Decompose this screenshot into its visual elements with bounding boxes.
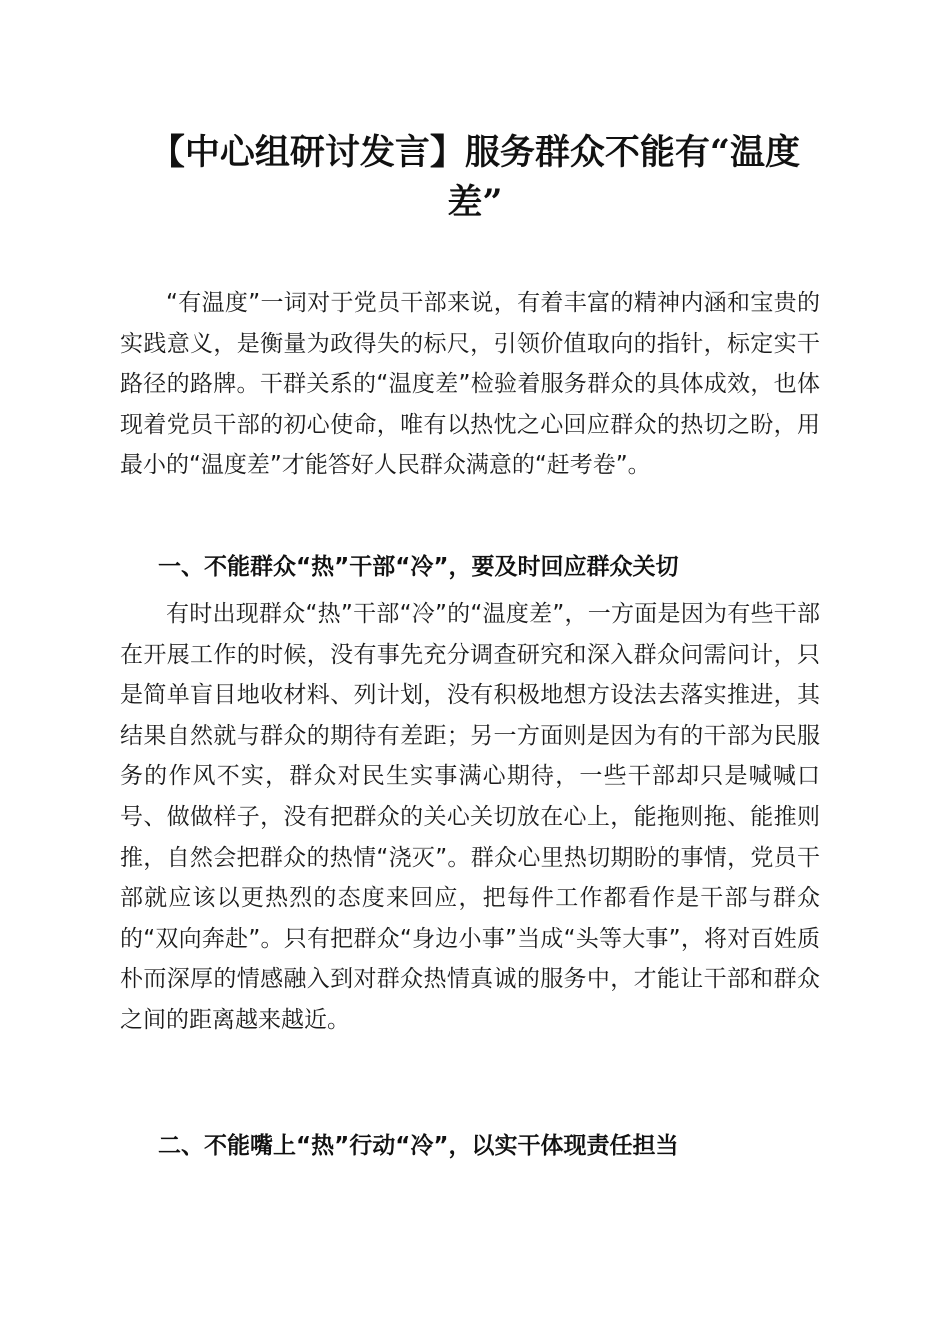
intro-paragraph: “有温度”一词对于党员干部来说，有着丰富的精神内涵和宝贵的实践意义，是衡量为政得失的标尺，引领价值取向的指针，标定实干路径的路牌。干群关系的“温度差”检验着服务群众的具体成效，也体现着党员干部的初心使命，唯有以热忱之心回应群众的热切之盼，用最小的“温度差”才能答好人民群众满意的“赶考卷”。 (120, 290, 820, 479)
document-title: 【中心组研讨发言】服务群众不能有“温度差” (149, 132, 801, 223)
section-1-paragraph: 有时出现群众“热”干部“冷”的“温度差”，一方面是因为有些干部在开展工作的时候，没有事先充分调查研究和深入群众问需问计，只是简单盲目地收材料、列计划，没有积极地想方设法去落实推进，其结果自然就与群众的期待有差距；另一方面则是因为有的干部为民服务的作风不实，群众对民生实事满心期待，一些干部却只是喊喊口号、做做样子，没有把群众的关心关切放在心上，能拖则拖、能推则推，自然会把群众的热情“浇灭”。群众心里热切期盼的事情，党员干部就应该以更热烈的态度来回应，把每件工作都看作是干部与群众的“双向奔赴”。只有把群众“身边小事”当成“头等大事”，将对百姓质朴而深厚的情感融入到对群众热情真诚的服务中，才能让干部和群众之间的距离越来越近。 (120, 601, 820, 1033)
section-heading-1: 一、不能群众“热”干部“冷”，要及时回应群众关切 (158, 554, 679, 580)
section-heading-2: 二、不能嘴上“热”行动“冷”，以实干体现责任担当 (158, 1133, 679, 1159)
